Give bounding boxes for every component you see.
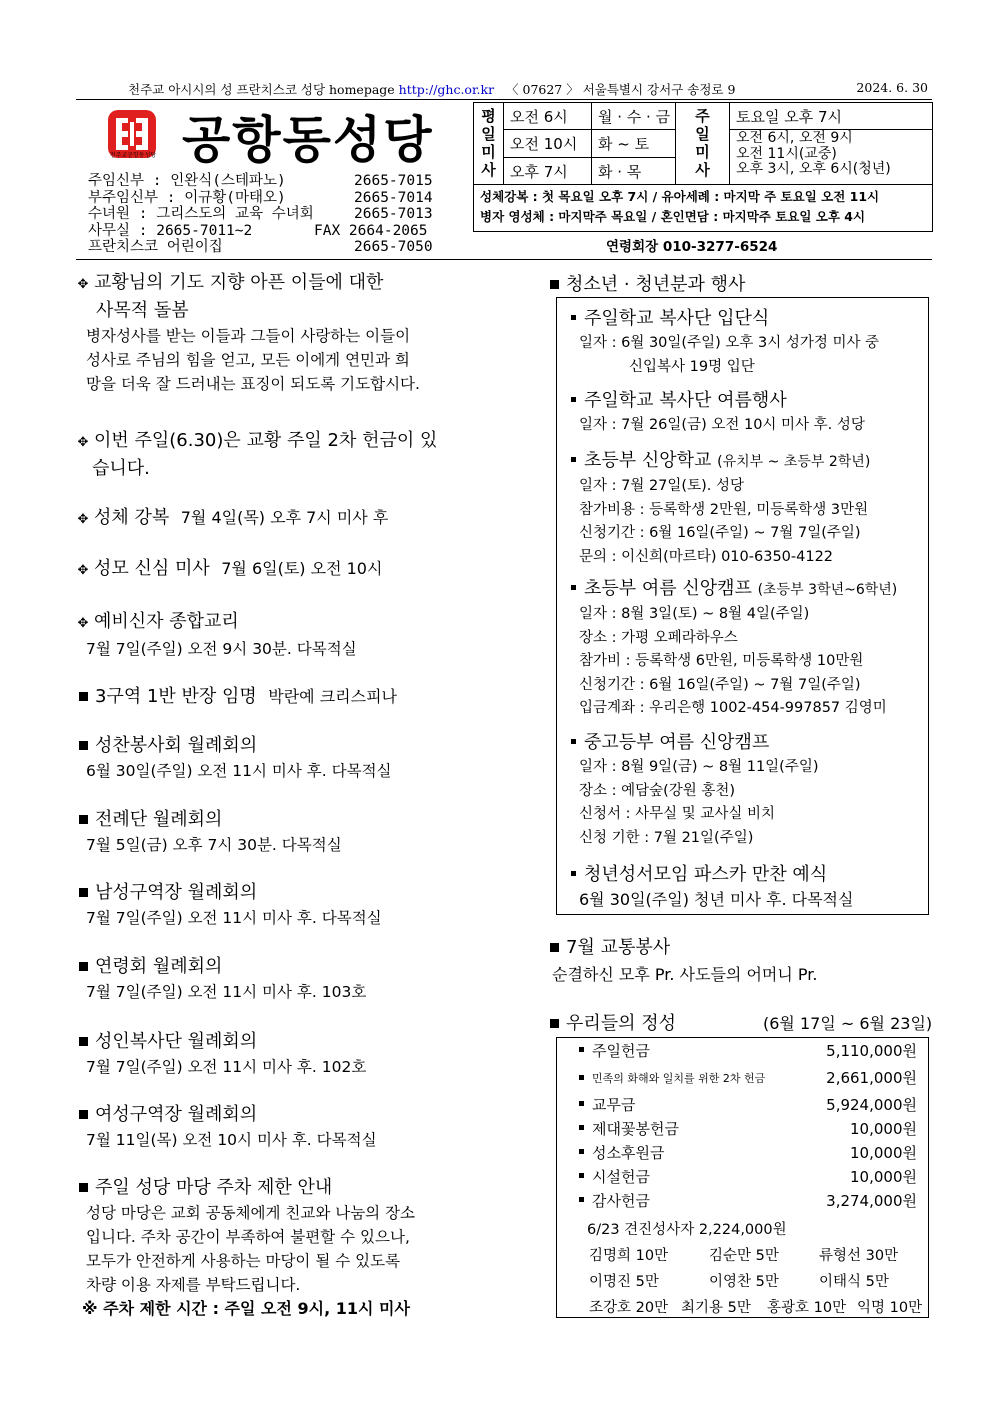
diamond-bullet-icon: ✥ bbox=[77, 616, 89, 631]
notice-meeting: 성찬봉사회 월례회의 6월 30일(주일) 오전 11시 미사 후. 다목적실 bbox=[76, 733, 486, 783]
sacrament-info: 성체강복 : 첫 목요일 오후 7시 / 유아세례 : 마지막 주 토요일 오전 11시 병자 영성체 : 마지막주 목요일 / 혼인면담 : 마지막주 토요일 오후 4시 bbox=[480, 189, 880, 224]
offering-row: 교무금 5,924,000원 bbox=[577, 1094, 917, 1118]
issue-date: 2024. 6. 30 bbox=[856, 80, 928, 95]
staff-row: 프란치스코 어린이집 2665-7050 bbox=[88, 239, 433, 255]
mass-time: 오전 6시 bbox=[504, 103, 592, 130]
youth-section-title: 청소년 · 청년분과 행사 bbox=[547, 270, 745, 296]
notice-prayer-intention: ✥ 교황님의 기도 지향 아픈 이들에 대한 사목적 돌봄 병자성사를 받는 이들과 그들이 사랑하는 이들이 성사로 주님의 힘을 얻고, 모든 이에게 연민과 희 망을 더욱 잘 드러내는 표징이 되도록 기도합시다. bbox=[77, 272, 420, 393]
youth-event: 중고등부 여름 신앙캠프 일자 : 8월 9일(금) ~ 8월 11일(주일) 장소 : 예담숲(강원 홍천) 신청서 : 사무실 및 교사실 비치 신청 기한 : 7월 21일(주일) bbox=[569, 730, 924, 850]
topline-left: 천주교 아시시의 성 프란치스코 성당 homepage http://ghc.or.kr 〈 07627 〉 서울특별시 강서구 송정로 9 bbox=[128, 82, 736, 97]
offering-row: 제대꽃봉헌금 10,000원 bbox=[577, 1118, 917, 1142]
square-bullet-icon bbox=[550, 1019, 559, 1028]
staff-row: 수녀원 : 그리스도의 교육 수녀회 2665-7013 bbox=[88, 206, 433, 222]
square-bullet-icon bbox=[79, 888, 88, 897]
small-square-bullet-icon bbox=[579, 1197, 584, 1202]
square-bullet-icon bbox=[79, 1110, 88, 1119]
small-square-bullet-icon bbox=[579, 1173, 584, 1178]
youth-event: 주일학교 복사단 입단식 일자 : 6월 30일(주일) 오후 3시 성가정 미사 중 신입복사 19명 입단 bbox=[569, 306, 924, 379]
saturday-mass: 토요일 오후 7시 bbox=[730, 103, 933, 130]
homepage-link[interactable]: http://ghc.or.kr bbox=[398, 82, 495, 97]
staff-row: 부주임신부 : 이규황(마태오) 2665-7014 bbox=[88, 189, 433, 206]
notice-second-collection: ✥ 이번 주일(6.30)은 교황 주일 2차 헌금이 있 습니다. bbox=[77, 430, 438, 479]
staff-row: 사무실 : 2665-7011~2 FAX 2664-2065 bbox=[88, 222, 428, 239]
small-square-bullet-icon bbox=[571, 457, 576, 462]
small-square-bullet-icon bbox=[579, 1149, 584, 1154]
diamond-bullet-icon: ✥ bbox=[77, 277, 89, 292]
notice-benediction: ✥ 성체 강복 7월 4일(목) 오후 7시 미사 후 bbox=[76, 505, 486, 533]
notice-catechumen: ✥ 예비신자 종합교리 7월 7일(주일) 오전 9시 30분. 다목적실 bbox=[77, 611, 357, 658]
square-bullet-icon bbox=[79, 962, 88, 971]
header-divider bbox=[76, 259, 932, 260]
youth-event: 청년성서모임 파스카 만찬 예식 6월 30일(주일) 청년 미사 후. 다목적실 bbox=[569, 862, 924, 912]
square-bullet-icon bbox=[79, 1037, 88, 1046]
offering-box: 주일헌금 5,110,000원 민족의 화해와 일치를 위한 2차 헌금 2,661,000원 교무금 5,924,000원 제대꽃봉헌금 10,000원 성소후원금 10,000원 시설헌금 10,000원 감사헌금 3,274,000원 6/23 견진성사자 2,224,000원 김명희 10만 김순만 5만 류형선 30만 이명진 5만 이영찬 5만 이태식 5만 조강호 20만 최기용 5만 홍광호 10만 익명 10만 bbox=[556, 1037, 929, 1318]
sunday-mass-times: 오전 6시, 오전 9시 오전 11시(교중) 오후 3시, 오후 6시(청년) bbox=[736, 130, 891, 177]
weekday-mass-label: 평일미사 bbox=[474, 103, 504, 185]
traffic-service-text: 순결하신 모후 Pr. 사도들의 어머니 Pr. bbox=[552, 965, 818, 984]
square-bullet-icon bbox=[550, 943, 559, 952]
offering-title: 우리들의 정성 bbox=[547, 1009, 676, 1035]
small-square-bullet-icon bbox=[571, 397, 576, 402]
mass-time: 오후 7시 bbox=[504, 158, 592, 185]
small-square-bullet-icon bbox=[579, 1075, 584, 1080]
notice-parking: 주일 성당 마당 주차 제한 안내 성당 마당은 교회 공동체에게 친교와 나눔의 장소 입니다. 주차 공간이 부족하여 불편할 수 있으나, 모두가 안전하게 사용하는 마당이 될 수 있도록 차량 이용 자제를 부탁드립니다. ※ 주차 제한 시간 : 주일 오전 9시, 11시 미사 bbox=[76, 1175, 486, 1321]
offering-row: 민족의 화해와 일치를 위한 2차 헌금 2,661,000원 bbox=[577, 1067, 917, 1091]
notice-meeting: 성인복사단 월례회의 7월 7일(주일) 오전 11시 미사 후. 102호 bbox=[76, 1029, 486, 1079]
parking-note: ※ 주차 제한 시간 : 주일 오전 9시, 11시 미사 bbox=[82, 1299, 410, 1318]
parish-name: 공항동성당 bbox=[182, 111, 434, 169]
small-square-bullet-icon bbox=[571, 739, 576, 744]
offering-row: 시설헌금 10,000원 bbox=[577, 1166, 917, 1190]
notice-meeting: 남성구역장 월례회의 7월 7일(주일) 오전 11시 미사 후. 다목적실 bbox=[76, 880, 486, 930]
sunday-mass-label: 주일미사 bbox=[676, 103, 730, 185]
square-bullet-icon bbox=[550, 280, 559, 289]
mass-days: 월 · 수 · 금 bbox=[592, 103, 676, 130]
small-square-bullet-icon bbox=[571, 585, 576, 590]
staff-list bbox=[88, 173, 433, 256]
youth-event: 초등부 여름 신앙캠프 (초등부 3학년~6학년) 일자 : 8월 3일(토) ~ 8월 4일(주일) 장소 : 가평 오페라하우스 참가비 : 등록학생 6만원, 미등록학생 10만원 신청기간 : 6월 16일(주일) ~ 7월 7일(주일) 입금계좌 : 우리은행 1002-454-997857 김영미 bbox=[569, 576, 924, 721]
mass-days: 화 ~ 토 bbox=[592, 130, 676, 158]
staff-row: 주임신부 : 인완식(스테파노) 2665-7015 bbox=[88, 173, 433, 189]
youth-event: 초등부 신앙학교 (유치부 ~ 초등부 2학년) 일자 : 7월 27일(토). 성당 참가비용 : 등록학생 2만원, 미등록학생 3만원 신청기간 : 6월 16일(주일) ~ 7월 7일(주일) 문의 : 이신희(마르타) 010-6350-4122 bbox=[569, 448, 924, 569]
top-info-line bbox=[76, 78, 932, 100]
address: 〈 07627 〉 서울특별시 강서구 송정로 9 bbox=[506, 82, 736, 97]
notice-meeting: 연령회 월례회의 7월 7일(주일) 오전 11시 미사 후. 103호 bbox=[76, 954, 486, 1004]
notice-leader-appointment: 3구역 1반 반장 임명 박란예 크리스피나 bbox=[76, 684, 486, 710]
square-bullet-icon bbox=[79, 692, 88, 701]
youth-events-box bbox=[556, 297, 929, 915]
square-bullet-icon bbox=[79, 1183, 88, 1192]
offering-period: (6월 17일 ~ 6월 23일) bbox=[763, 1014, 933, 1033]
small-square-bullet-icon bbox=[571, 315, 576, 320]
mass-time: 오전 10시 bbox=[504, 130, 592, 158]
diamond-bullet-icon: ✥ bbox=[77, 563, 89, 578]
notice-marian-mass: ✥ 성모 신심 미사 7월 6일(토) 오전 10시 bbox=[76, 556, 486, 584]
youth-event: 주일학교 복사단 여름행사 일자 : 7월 26일(금) 오전 10시 미사 후. 성당 bbox=[569, 388, 924, 438]
traffic-service-title: 7월 교통봉사 bbox=[547, 933, 670, 959]
square-bullet-icon bbox=[79, 741, 88, 750]
small-square-bullet-icon bbox=[579, 1047, 584, 1052]
small-square-bullet-icon bbox=[579, 1125, 584, 1130]
square-bullet-icon bbox=[79, 815, 88, 824]
notice-meeting: 전례단 월례회의 7월 5일(금) 오후 7시 30분. 다목적실 bbox=[76, 807, 486, 857]
notice-meeting: 여성구역장 월례회의 7월 11일(목) 오전 10시 미사 후. 다목적실 bbox=[76, 1102, 486, 1152]
small-square-bullet-icon bbox=[571, 871, 576, 876]
diamond-bullet-icon: ✥ bbox=[77, 435, 89, 450]
confirmation-offering: 6/23 견진성사자 2,224,000원 bbox=[587, 1222, 787, 1238]
small-square-bullet-icon bbox=[579, 1101, 584, 1106]
offering-row: 성소후원금 10,000원 bbox=[577, 1142, 917, 1166]
offering-row: 감사헌금 3,274,000원 bbox=[577, 1190, 917, 1214]
mass-days: 화 · 목 bbox=[592, 158, 676, 185]
diamond-bullet-icon: ✥ bbox=[77, 512, 89, 527]
logo-caption: 천주교공항동성당 bbox=[109, 152, 157, 159]
offering-row: 주일헌금 5,110,000원 bbox=[577, 1040, 917, 1064]
funeral-committee-contact: 연령회장 010-3277-6524 bbox=[606, 239, 778, 255]
